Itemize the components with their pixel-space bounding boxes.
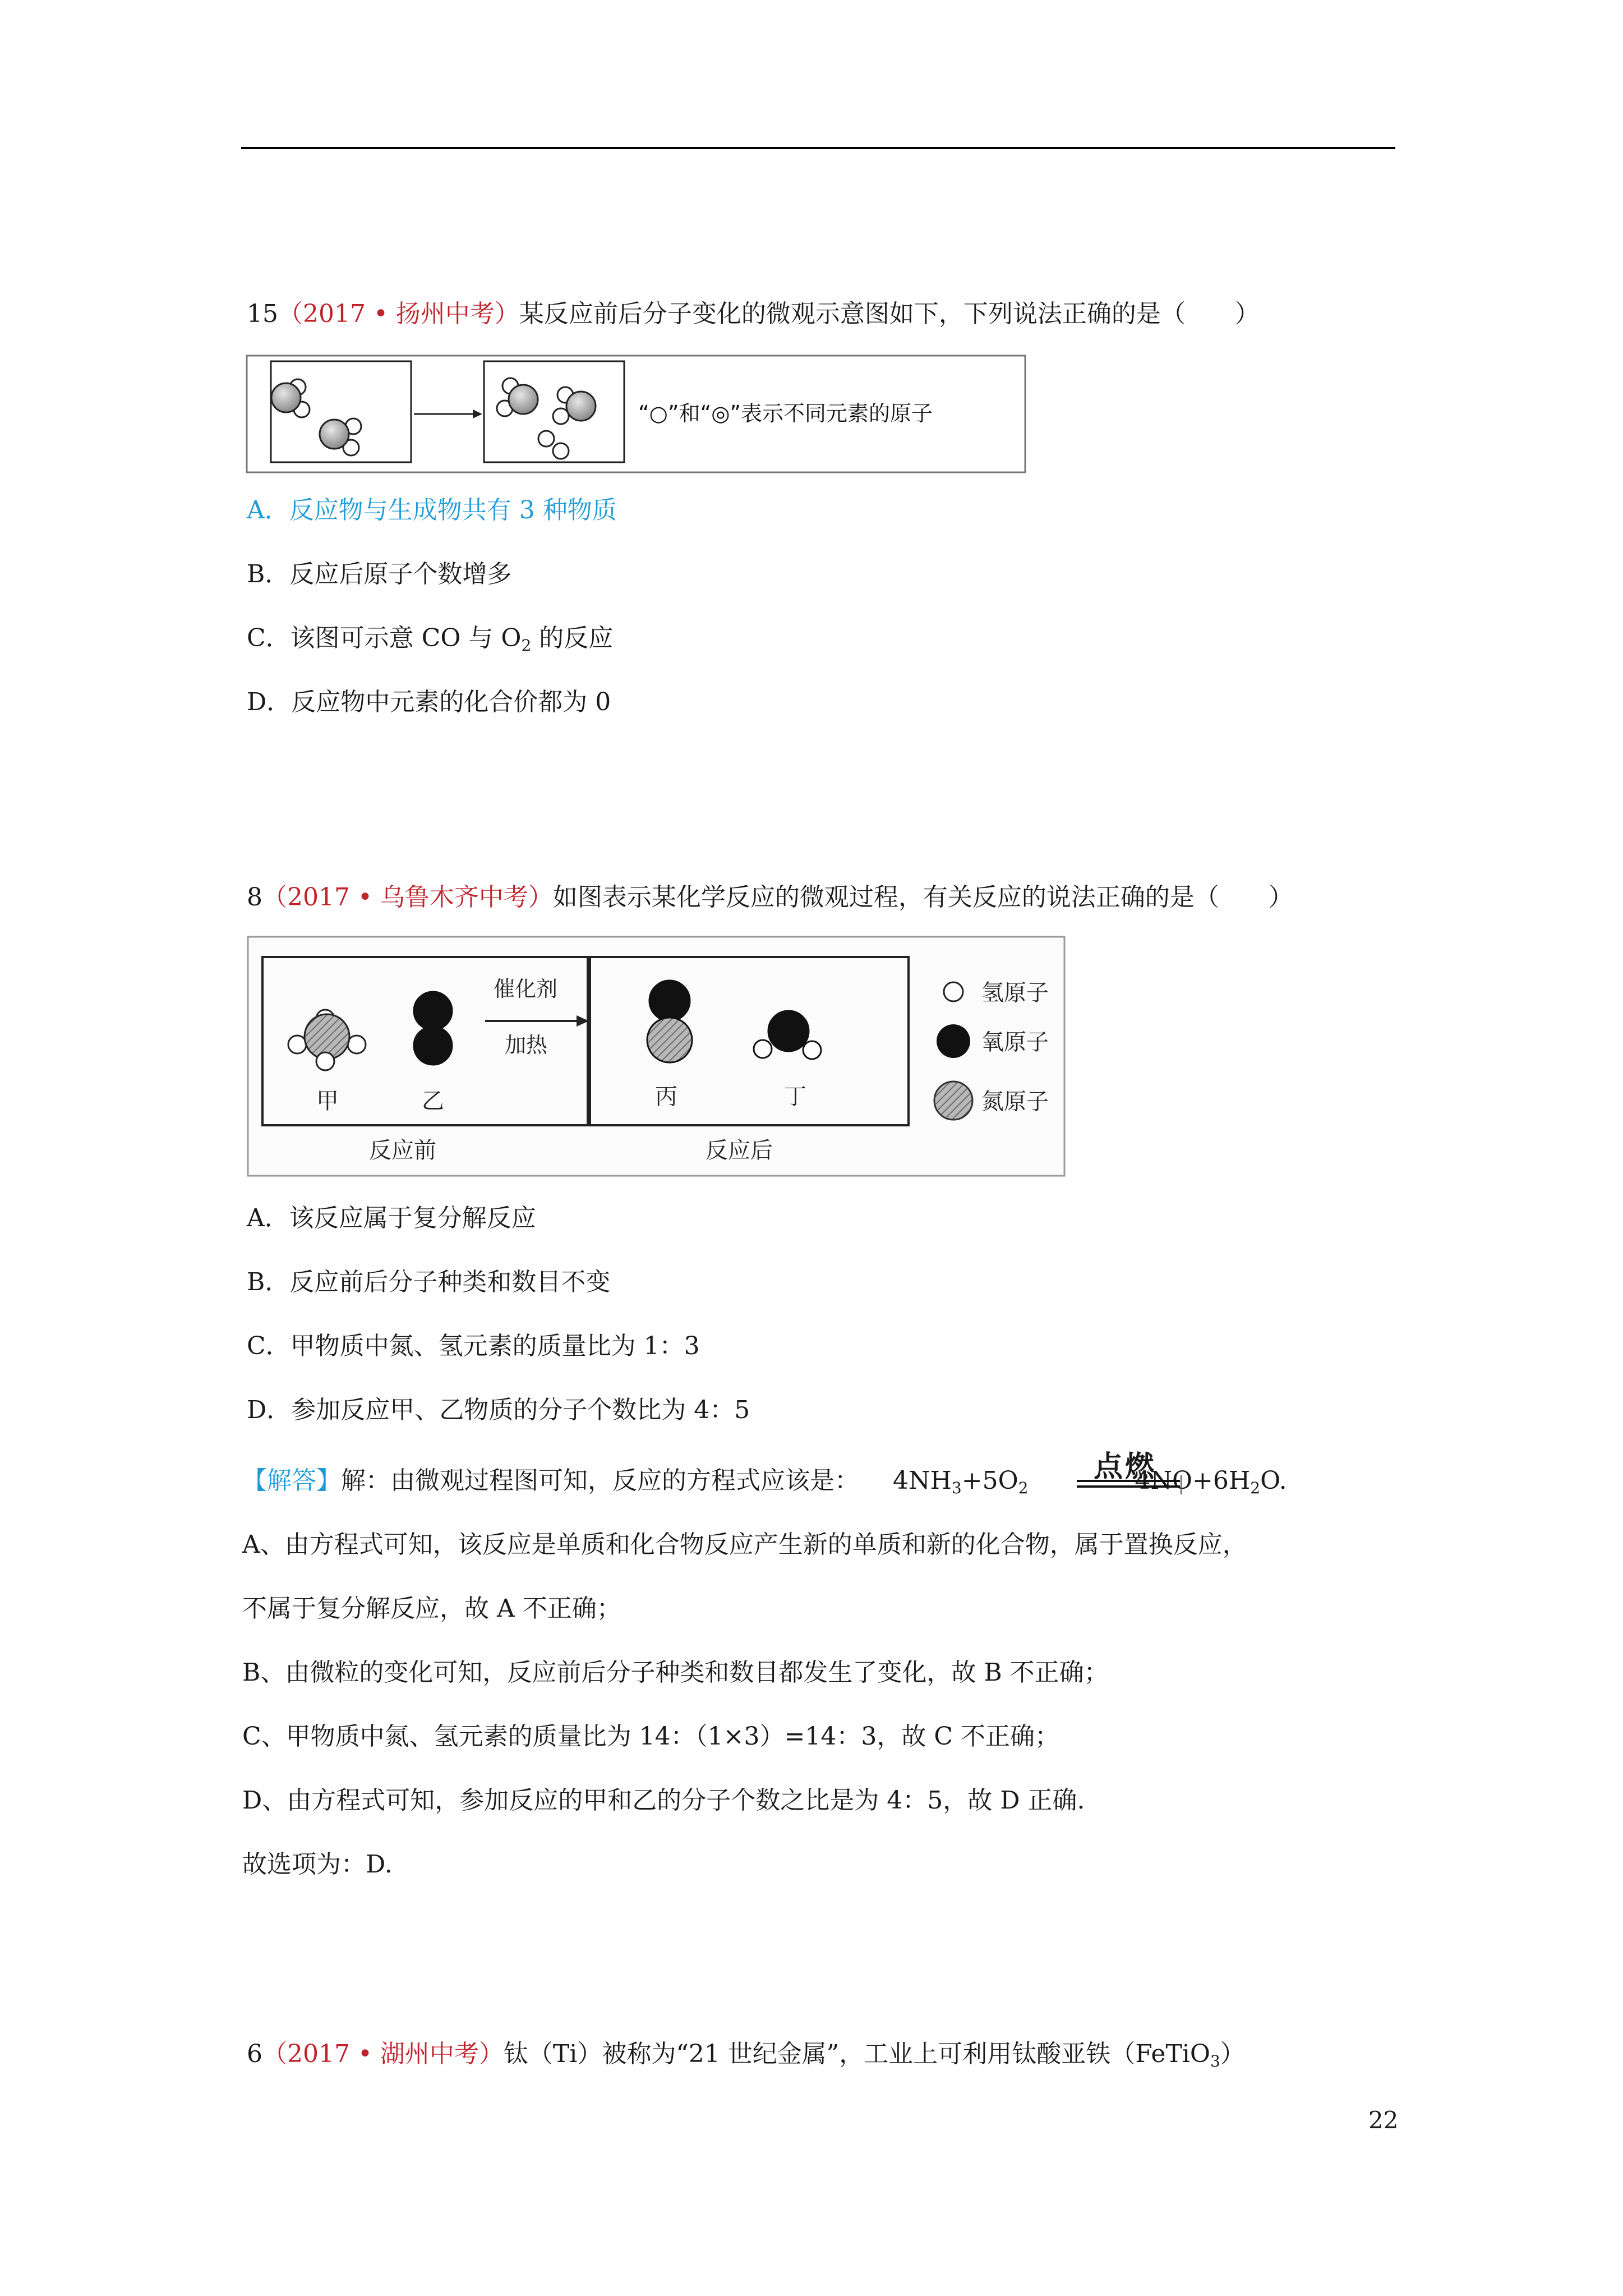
q8-label-after: 反应后 bbox=[706, 1138, 773, 1163]
q15-molecule-diagram bbox=[246, 355, 1026, 473]
q8-label-yi: 乙 bbox=[422, 1088, 444, 1114]
q8-label-before: 反应前 bbox=[369, 1138, 436, 1163]
answer-line-2: 不属于复分解反应，故 A 不正确； bbox=[242, 1594, 621, 1623]
q15-stem: 15（2017 • 扬州中考）某反应前后分子变化的微观示意图如下，下列说法正确的是（ ） bbox=[247, 300, 1260, 328]
answer-line-5: D、由方程式可知，参加反应的甲和乙的分子个数之比是为 4：5，故 D 正确. bbox=[242, 1786, 1085, 1815]
q15-option-c: C．该图可示意 CO 与 $O_2$ 的反应 bbox=[247, 624, 614, 655]
q6-stem: 6（2017 • 湖州中考）钛（Ti）被称为“21 世纪金属”，工业上可利用钛酸亚铁（FeTiO$_3$） bbox=[247, 2040, 1245, 2070]
answer-line-6: 故选项为：D. bbox=[242, 1850, 393, 1879]
equation-double-line bbox=[1077, 1475, 1189, 1494]
answer-line-1: A、由方程式可知，该反应是单质和化合物反应产生新的单质和新的化合物，属于置换反应， bbox=[242, 1530, 1247, 1559]
q8-option-b: B．反应前后分子种类和数目不变 bbox=[247, 1268, 611, 1296]
equation-right: $4NO+6H_2O$. bbox=[1135, 1466, 1287, 1497]
q8-option-a: A．该反应属于复分解反应 bbox=[247, 1204, 536, 1232]
q8-label-ding: 丁 bbox=[784, 1084, 806, 1110]
q15-option-a: A．反应物与生成物共有 3 种物质 bbox=[247, 496, 617, 524]
q8-option-c: C．甲物质中氮、氢元素的质量比为 1：3 bbox=[247, 1332, 700, 1360]
answer-tag: 【解答】 bbox=[242, 1466, 341, 1495]
header-rule bbox=[241, 147, 1395, 149]
q8-legend-n: 氮原子 bbox=[981, 1089, 1049, 1115]
answer-line-4: C、甲物质中氮、氢元素的质量比为 14：（1×3）=14：3，故 C 不正确； bbox=[242, 1722, 1059, 1751]
q8-legend-h-marker bbox=[944, 982, 963, 1001]
q8-arrow-condition-top: 催化剂 bbox=[494, 977, 558, 1001]
equation-left: $4NH_3+5O_2$ bbox=[893, 1466, 1029, 1497]
page-number: 22 bbox=[1368, 2106, 1399, 2134]
answer-line-3: B、由微粒的变化可知，反应前后分子种类和数目都发生了变化，故 B 不正确； bbox=[242, 1658, 1109, 1687]
q8-legend-n-marker bbox=[934, 1082, 972, 1120]
q15-legend: “○”和“◎”表示不同元素的原子 bbox=[638, 401, 933, 426]
q8-label-bing: 丙 bbox=[655, 1084, 677, 1110]
q8-option-d: D．参加反应甲、乙物质的分子个数比为 4：5 bbox=[247, 1396, 750, 1424]
q8-legend-o-marker bbox=[937, 1024, 970, 1058]
q15-option-b: B．反应后原子个数增多 bbox=[247, 560, 512, 588]
q8-arrow-condition-bottom: 加热 bbox=[505, 1033, 548, 1057]
q8-label-jia: 甲 bbox=[316, 1088, 339, 1114]
q8-legend-h: 氢原子 bbox=[981, 980, 1049, 1006]
q8-reaction-diagram bbox=[247, 936, 1066, 1177]
q8-answer-intro: 【解答】解：由微观过程图可知，反应的方程式应该是： $4NH_3+5O_2$ $4NO+6H_2O$. bbox=[242, 1466, 1287, 1497]
q15-option-d: D．反应物中元素的化合价都为 0 bbox=[247, 688, 611, 716]
q8-stem: 8（2017 • 乌鲁木齐中考）如图表示某化学反应的微观过程，有关反应的说法正确的是（ ） bbox=[247, 883, 1293, 912]
equation-condition: 点燃 bbox=[1094, 1450, 1157, 1484]
q8-legend-o: 氧原子 bbox=[981, 1029, 1049, 1055]
q8-after-box bbox=[590, 957, 909, 1125]
